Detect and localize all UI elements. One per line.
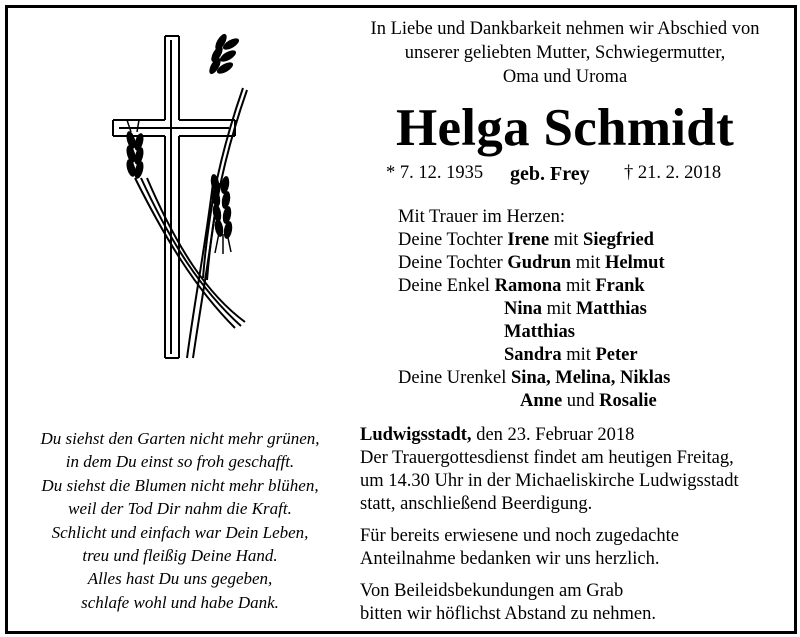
poem [20,427,340,614]
poem-line: treu und fleißig Deine Hand. [82,546,278,566]
place-date: Ludwigsstadt, den 23. Februar 2018 Der Trauergottesdienst findet am heutigen Freitag, um 14.30 Uhr in der Michaeliskirche Ludwigsstadt statt, anschließend Beerdigung. [360,425,739,514]
poem-line: Schlicht und einfach war Dein Leben, [51,522,309,542]
mourner-row: Deine Tochter Irene mit Siegfried [398,230,654,250]
poem-line: Du siehst die Blumen nicht mehr blühen, [41,475,319,495]
mourner-row: Nina mit Matthias [504,299,647,319]
maiden-name: geb. Frey [510,163,590,185]
mourner-row: Sandra mit Peter [504,345,638,365]
mourners-list [398,206,670,413]
poem-line: Du siehst den Garten nicht mehr grünen, [40,429,320,448]
poem-line: in dem Du einst so froh geschafft. [65,452,295,472]
deceased-name: Helga Schmidt [395,99,735,157]
intro-line: unserer geliebten Mutter, Schwiegermutter, [404,43,726,63]
funeral-info [360,424,790,635]
intro-line: Oma und Uroma [502,67,628,87]
mourner-row: Matthias [504,322,575,342]
intro-text [345,17,785,89]
death-date: † 21. 2. 2018 [624,163,722,183]
poem-line: Alles hast Du uns gegeben, [87,569,273,589]
condolence-text: Von Beileidsbekundungen am Grab bitten wir höflichst Abstand zu nehmen. [360,581,656,624]
mourner-row: Anne und Rosalie [520,391,657,411]
intro-line: In Liebe und Dankbarkeit nehmen wir Abschied von [370,19,760,39]
cross-with-wheat-icon [95,28,265,373]
poem-line: schlafe wohl und habe Dank. [81,592,279,612]
birth-date: * 7. 12. 1935 [386,163,484,183]
poem-line: weil der Tod Dir nahm die Kraft. [68,499,292,519]
mourner-row: Deine Enkel Ramona mit Frank [398,276,645,296]
mourner-row: Deine Tochter Gudrun mit Helmut [398,253,665,273]
mourner-row: Deine Urenkel Sina, Melina, Niklas [398,368,671,388]
thanks-text: Für bereits erwiesene und noch zugedachte Anteilnahme bedanken wir uns herzlich. [360,526,679,569]
mourners-heading: Mit Trauer im Herzen: [398,207,565,227]
